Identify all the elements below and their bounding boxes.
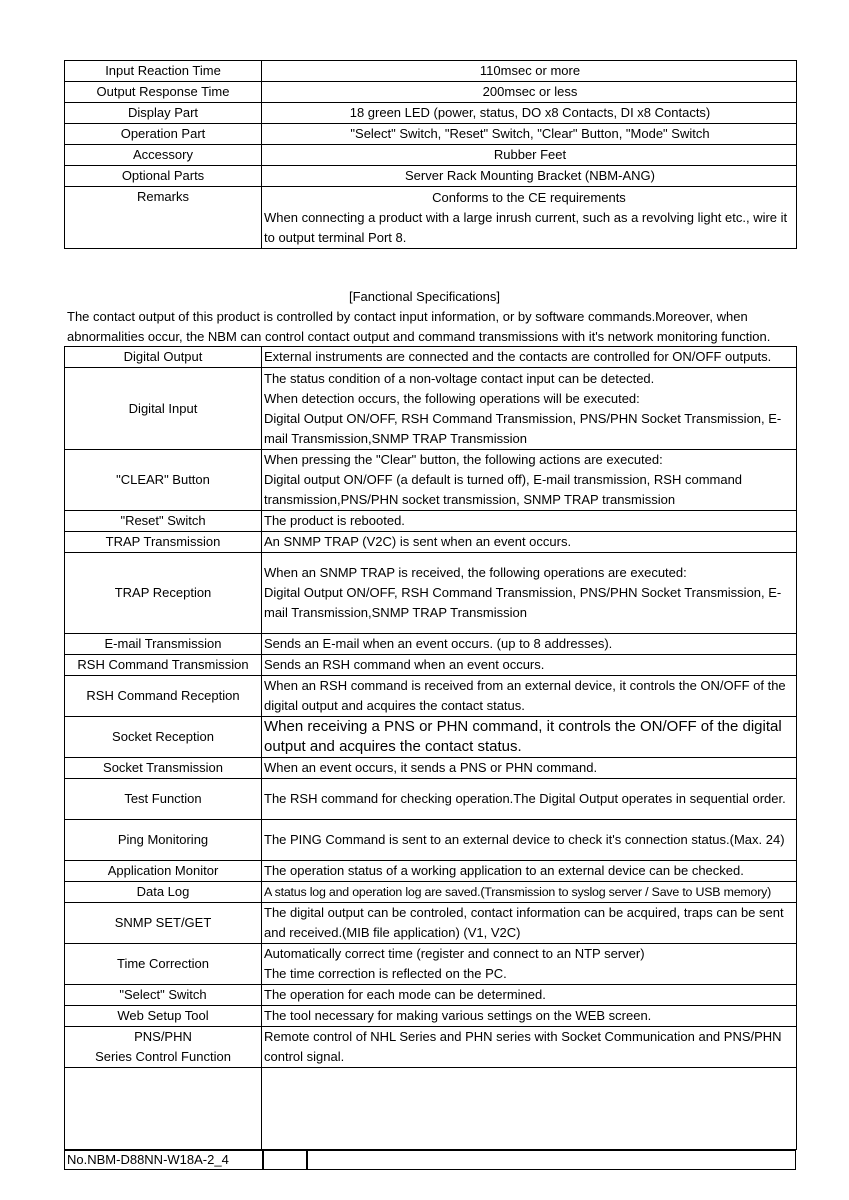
func-value xyxy=(262,511,797,532)
func-value xyxy=(262,779,797,820)
spec-value-line: to output terminal Port 8. xyxy=(264,229,407,245)
spec-row xyxy=(65,124,797,145)
func-row xyxy=(65,944,797,985)
func-label-empty xyxy=(65,1068,262,1150)
func-value-line: Remote control of NHL Series and PHN series with Socket Communication and PNS/PHN xyxy=(264,1029,782,1044)
func-value xyxy=(262,1027,797,1068)
func-label: RSH Command Transmission xyxy=(65,655,262,676)
func-value-line: When an event occurs, it sends a PNS or PHN command. xyxy=(264,760,598,775)
func-label: SNMP SET/GET xyxy=(65,903,262,944)
func-value-line: When an SNMP TRAP is received, the following operations are executed: xyxy=(264,565,687,580)
spec-value-line: When connecting a product with a large inrush current, such as a revolving light etc., wire it xyxy=(264,209,788,225)
spec-row xyxy=(65,61,797,82)
func-label: TRAP Transmission xyxy=(65,532,262,553)
spec-row xyxy=(65,82,797,103)
spec-label: Input Reaction Time xyxy=(65,61,262,82)
spec-label: Display Part xyxy=(65,103,262,124)
spec-label: Accessory xyxy=(65,145,262,166)
func-value-line: Sends an RSH command when an event occurs. xyxy=(264,657,545,672)
func-value-line: The PING Command is sent to an external device to check it's connection status.(Max. 24) xyxy=(264,832,785,847)
func-value-line: output and acquires the contact status. xyxy=(264,738,522,755)
func-row xyxy=(65,861,797,882)
func-label: Application Monitor xyxy=(65,861,262,882)
func-row xyxy=(65,511,797,532)
func-value-line: Automatically correct time (register and connect to an NTP server) xyxy=(264,946,645,961)
func-value-line: The status condition of a non-voltage contact input can be detected. xyxy=(264,370,655,386)
func-value-line: A status log and operation log are saved.(Transmission to syslog server / Save to USB memory) xyxy=(264,885,772,899)
func-label: PNS/PHN Series Control Function xyxy=(65,1027,262,1068)
func-value-line: The digital output can be controled, contact information can be acquired, traps can be sent xyxy=(264,905,784,920)
func-value xyxy=(262,717,797,758)
func-row xyxy=(65,717,797,758)
functional-spec-table xyxy=(64,346,797,1150)
spec-row xyxy=(65,103,797,124)
document-footer xyxy=(64,1150,796,1170)
func-value-line: mail Transmission,SNMP TRAP Transmission xyxy=(264,605,527,620)
func-label: Digital Input xyxy=(65,368,262,450)
func-label: "Reset" Switch xyxy=(65,511,262,532)
func-label: "Select" Switch xyxy=(65,985,262,1006)
spec-value: 200msec or less xyxy=(262,82,797,103)
func-value xyxy=(262,944,797,985)
func-value-line: External instruments are connected and the contacts are controlled for ON/OFF outputs. xyxy=(264,349,772,364)
func-value-line: Digital Output ON/OFF, RSH Command Transmission, PNS/PHN Socket Transmission, E- xyxy=(264,585,782,600)
func-row xyxy=(65,368,797,450)
func-row xyxy=(65,676,797,717)
func-value xyxy=(262,655,797,676)
func-row xyxy=(65,758,797,779)
spec-row xyxy=(65,145,797,166)
spec-label: Optional Parts xyxy=(65,166,262,187)
spec-value: Server Rack Mounting Bracket (NBM-ANG) xyxy=(262,166,797,187)
func-row-empty xyxy=(65,1068,797,1150)
spec-row xyxy=(65,166,797,187)
func-row xyxy=(65,820,797,861)
spec-label: Output Response Time xyxy=(65,82,262,103)
func-value xyxy=(262,676,797,717)
func-label: Socket Reception xyxy=(65,717,262,758)
func-value-line: Digital output ON/OFF (a default is turned off), E-mail transmission, RSH command xyxy=(264,472,743,487)
func-row xyxy=(65,634,797,655)
func-value xyxy=(262,882,797,903)
func-value xyxy=(262,368,797,450)
func-label: RSH Command Reception xyxy=(65,676,262,717)
func-value-line: The RSH command for checking operation.The Digital Output operates in sequential order. xyxy=(264,791,786,806)
func-label: Ping Monitoring xyxy=(65,820,262,861)
functional-intro-line: abnormalities occur, the NBM can control contact output and command transmissions with it's network monitoring function. xyxy=(67,329,771,344)
spec-value-line: Conforms to the CE requirements xyxy=(432,189,626,205)
func-value xyxy=(262,1006,797,1027)
func-label: Socket Transmission xyxy=(65,758,262,779)
func-label: "CLEAR" Button xyxy=(65,450,262,511)
spec-value: "Select" Switch, "Reset" Switch, "Clear" Button, "Mode" Switch xyxy=(262,124,797,145)
func-value xyxy=(262,985,797,1006)
func-value xyxy=(262,553,797,634)
func-label: Web Setup Tool xyxy=(65,1006,262,1027)
func-row xyxy=(65,1006,797,1027)
func-value xyxy=(262,347,797,368)
func-row xyxy=(65,553,797,634)
func-value-line: transmission,PNS/PHN socket transmission, SNMP TRAP transmission xyxy=(264,492,676,507)
func-value-line: The product is rebooted. xyxy=(264,513,405,528)
spec-label: Operation Part xyxy=(65,124,262,145)
spec-row xyxy=(65,187,797,249)
func-row xyxy=(65,655,797,676)
func-value-line: The time correction is reflected on the PC. xyxy=(264,966,507,981)
spec-value: 110msec or more xyxy=(262,61,797,82)
func-value xyxy=(262,861,797,882)
func-value-line: When receiving a PNS or PHN command, it controls the ON/OFF of the digital xyxy=(264,718,782,735)
func-value xyxy=(262,903,797,944)
func-row xyxy=(65,882,797,903)
functional-intro-line: The contact output of this product is controlled by contact input information, or by software commands.Moreover, when xyxy=(67,309,748,324)
spec-value xyxy=(262,187,797,249)
func-row xyxy=(65,903,797,944)
hardware-spec-table xyxy=(64,60,797,249)
document-number: No.NBM-D88NN-W18A-2_4 xyxy=(67,1152,229,1167)
func-value-line: When an RSH command is received from an external device, it controls the ON/OFF of the xyxy=(264,678,786,693)
footer-divider xyxy=(262,1149,264,1169)
func-value xyxy=(262,820,797,861)
func-value-line: When detection occurs, the following operations will be executed: xyxy=(264,390,640,406)
func-value-line: The operation for each mode can be determined. xyxy=(264,987,546,1002)
func-label: Test Function xyxy=(65,779,262,820)
func-value-line: When pressing the "Clear" button, the following actions are executed: xyxy=(264,452,663,467)
func-label: Time Correction xyxy=(65,944,262,985)
footer-divider xyxy=(306,1151,308,1169)
func-label: TRAP Reception xyxy=(65,553,262,634)
func-label: Digital Output xyxy=(65,347,262,368)
func-row xyxy=(65,985,797,1006)
func-row xyxy=(65,347,797,368)
spec-value: Rubber Feet xyxy=(262,145,797,166)
func-value-line: and received.(MIB file application) (V1, V2C) xyxy=(264,925,521,940)
func-value xyxy=(262,758,797,779)
func-value-line: An SNMP TRAP (V2C) is sent when an event occurs. xyxy=(264,534,572,549)
func-value-line: The operation status of a working application to an external device can be checked. xyxy=(264,863,744,878)
func-value-empty xyxy=(262,1068,797,1150)
func-label: E-mail Transmission xyxy=(65,634,262,655)
func-row xyxy=(65,532,797,553)
spec-value: 18 green LED (power, status, DO x8 Contacts, DI x8 Contacts) xyxy=(262,103,797,124)
func-value-line: The tool necessary for making various settings on the WEB screen. xyxy=(264,1008,652,1023)
func-row xyxy=(65,779,797,820)
func-row xyxy=(65,450,797,511)
func-value-line: Sends an E-mail when an event occurs. (up to 8 addresses). xyxy=(264,636,613,651)
func-row xyxy=(65,1027,797,1068)
func-value xyxy=(262,634,797,655)
func-value xyxy=(262,450,797,511)
functional-spec-title: [Fanctional Specifications] xyxy=(348,289,501,304)
spec-label: Remarks xyxy=(65,187,262,249)
func-value-line: digital output and acquires the contact status. xyxy=(264,698,525,713)
func-value-line: mail Transmission,SNMP TRAP Transmission xyxy=(264,430,527,446)
func-value-line: control signal. xyxy=(264,1049,345,1064)
func-label: Data Log xyxy=(65,882,262,903)
func-value-line: Digital Output ON/OFF, RSH Command Transmission, PNS/PHN Socket Transmission, E- xyxy=(264,410,782,426)
func-value xyxy=(262,532,797,553)
